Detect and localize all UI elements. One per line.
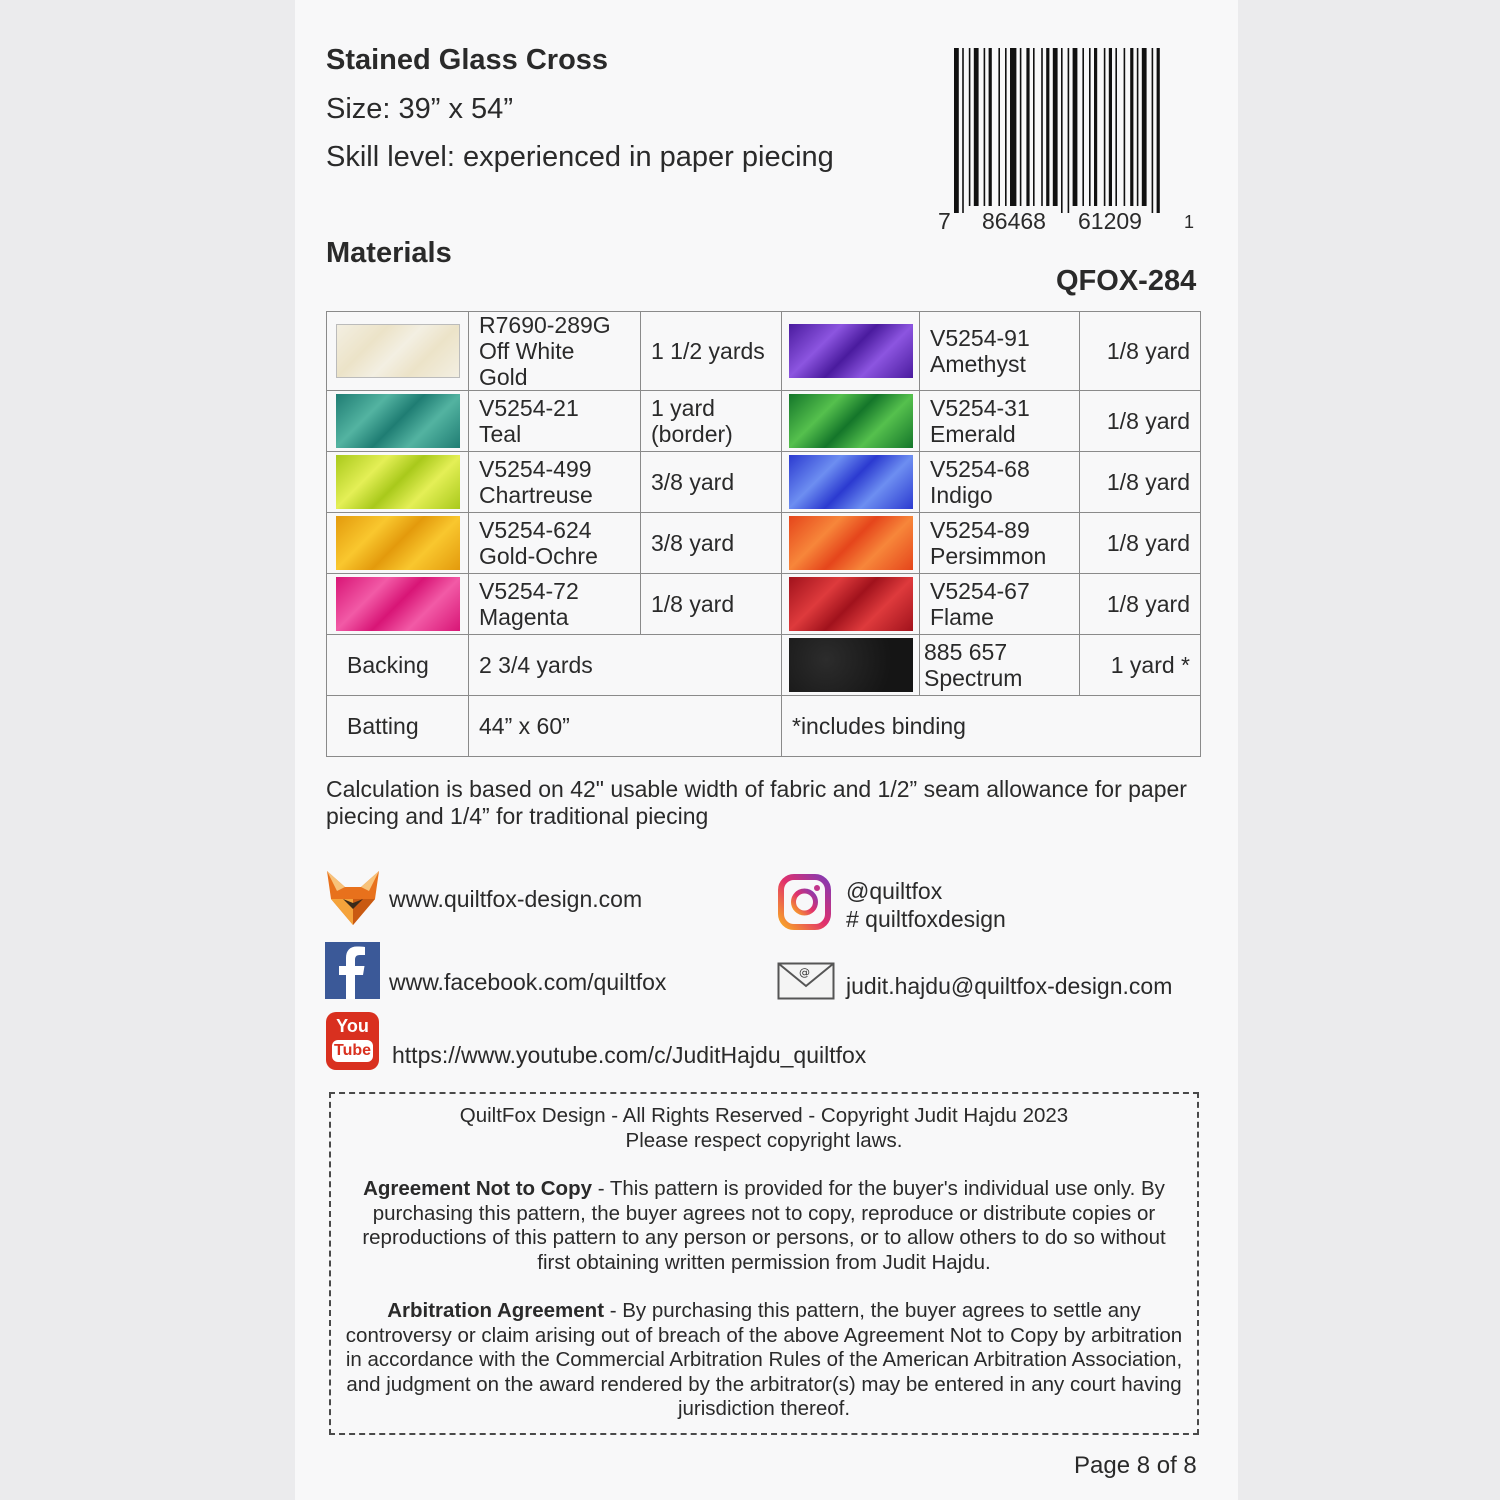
fabric-code-name xyxy=(920,635,1080,696)
fabric-code-name xyxy=(920,312,1080,391)
barcode-bar xyxy=(969,48,971,206)
materials-heading: Materials xyxy=(326,237,452,269)
calculation-note: Calculation is based on 42" usable width of fabric and 1/2” seam allowance for paper piecing and 1/4” for traditional piecing xyxy=(326,776,1187,829)
fabric-code: R7690-289G xyxy=(479,312,611,338)
fox-logo-icon xyxy=(325,869,381,932)
fabric-code-name xyxy=(469,312,641,391)
fabric-name: Amethyst xyxy=(930,351,1026,377)
fabric-amount: 1 yard * xyxy=(1080,635,1201,696)
page-number: Page 8 of 8 xyxy=(1074,1452,1197,1479)
table-row xyxy=(327,452,1201,513)
barcode-bar xyxy=(1124,48,1126,206)
fabric-swatch xyxy=(327,391,469,452)
fabric-code: V5254-72 xyxy=(479,578,579,604)
table-row xyxy=(327,312,1201,391)
fabric-swatch-image xyxy=(789,455,913,509)
barcode-bar xyxy=(1115,48,1117,206)
fabric-code: V5254-91 xyxy=(930,325,1030,351)
fabric-code-name xyxy=(469,391,641,452)
barcode-bar xyxy=(1152,48,1154,213)
binding-note: *includes binding xyxy=(782,696,1201,757)
fabric-code-name xyxy=(469,574,641,635)
fabric-swatch xyxy=(782,635,920,696)
fabric-amount: 1 1/2 yards xyxy=(641,312,782,391)
svg-text:@: @ xyxy=(799,966,810,979)
fabric-code: V5254-624 xyxy=(479,517,592,543)
fabric-swatch-image xyxy=(789,577,913,631)
agreement-text: - This pattern is provided for the buyer's individual use only. By purchasing this pattern, the buyer agrees not to copy, reproduce or distribute copies or reproductions of this pattern to any person or persons, or to allow others to do so without first obtaining written permission from Judit Hajdu. xyxy=(362,1177,1166,1274)
fabric-code-name xyxy=(920,513,1080,574)
backing-label: Backing xyxy=(327,635,469,696)
fabric-amount: 1/8 yard xyxy=(1080,452,1201,513)
fabric-code-name xyxy=(469,452,641,513)
facebook-icon[interactable] xyxy=(325,942,380,1004)
barcode-bar xyxy=(1068,48,1070,213)
barcode-bar xyxy=(984,48,986,206)
fabric-swatch xyxy=(782,391,920,452)
fabric-swatch xyxy=(782,574,920,635)
barcode-bar xyxy=(1033,48,1035,206)
fabric-name: Emerald xyxy=(930,421,1016,447)
barcode-bar xyxy=(1137,48,1139,206)
barcode-bar xyxy=(1104,48,1106,206)
fabric-name: Indigo xyxy=(930,482,993,508)
backing-value: 2 3/4 yards xyxy=(469,635,782,696)
fabric-name: Magenta xyxy=(479,604,569,630)
barcode-bar xyxy=(998,48,1000,206)
barcode-bar xyxy=(1010,48,1016,206)
barcode-digit-left: 7 xyxy=(938,208,951,234)
barcode-bar xyxy=(1130,48,1133,206)
fabric-name: Chartreuse xyxy=(479,482,593,508)
batting-value: 44” x 60” xyxy=(469,696,782,757)
barcode-bar xyxy=(1089,48,1091,206)
fabric-code: V5254-31 xyxy=(930,395,1030,421)
fabric-swatch xyxy=(327,452,469,513)
respect-copyright: Please respect copyright laws. xyxy=(625,1128,903,1152)
fabric-code-name xyxy=(469,513,641,574)
agreement-title: Agreement Not to Copy xyxy=(363,1177,593,1200)
pattern-title: Stained Glass Cross xyxy=(326,44,609,76)
email-link[interactable]: judit.hajdu@quiltfox-design.com xyxy=(846,973,1173,999)
fabric-code-name xyxy=(920,574,1080,635)
fabric-swatch-image xyxy=(789,324,913,378)
fabric-code: V5254-67 xyxy=(930,578,1030,604)
batting-label: Batting xyxy=(327,696,469,757)
fabric-code: 885 657 xyxy=(924,639,1008,665)
barcode xyxy=(938,48,1200,233)
barcode-bar xyxy=(1020,48,1022,206)
barcode-bar xyxy=(1026,48,1029,206)
fabric-amount: 3/8 yard xyxy=(641,452,782,513)
materials-table xyxy=(326,311,1201,757)
fabric-code: V5254-89 xyxy=(930,517,1030,543)
barcode-bar xyxy=(1046,48,1049,206)
fabric-name: Gold-Ochre xyxy=(479,543,598,569)
fabric-name: Spectrum xyxy=(924,665,1023,691)
instagram-icon[interactable] xyxy=(778,874,831,935)
facebook-link[interactable]: www.facebook.com/quiltfox xyxy=(389,969,667,995)
fabric-code-name xyxy=(920,452,1080,513)
barcode-bar xyxy=(1094,48,1097,206)
youtube-logo-you: You xyxy=(336,1016,369,1036)
table-row-batting xyxy=(327,696,1201,757)
table-row xyxy=(327,513,1201,574)
barcode-bar xyxy=(954,48,959,213)
barcode-bar xyxy=(1061,48,1063,213)
fabric-code: V5254-21 xyxy=(479,395,579,421)
website-link[interactable]: www.quiltfox-design.com xyxy=(389,886,643,912)
fabric-swatch-image xyxy=(336,455,460,509)
fabric-swatch xyxy=(782,452,920,513)
fabric-swatch xyxy=(782,513,920,574)
copyright-line: QuiltFox Design - All Rights Reserved - Copyright Judit Hajdu 2023 xyxy=(459,1104,1069,1127)
fabric-code: V5254-499 xyxy=(479,456,592,482)
youtube-link[interactable]: https://www.youtube.com/c/JuditHajdu_quiltfox xyxy=(392,1042,867,1068)
fabric-name: Flame xyxy=(930,604,994,630)
fabric-amount: 1/8 yard xyxy=(1080,312,1201,391)
fabric-name: Off White Gold xyxy=(479,338,575,390)
fabric-amount: 1/8 yard xyxy=(641,574,782,635)
youtube-icon[interactable] xyxy=(326,1012,379,1070)
barcode-bar xyxy=(1109,48,1112,206)
copyright-box xyxy=(329,1092,1199,1435)
fabric-code-name xyxy=(920,391,1080,452)
fabric-swatch xyxy=(782,312,920,391)
barcode-bar xyxy=(974,48,979,206)
fabric-amount: 3/8 yard xyxy=(641,513,782,574)
spectrum-swatch xyxy=(789,638,913,692)
barcode-bar xyxy=(1041,48,1043,206)
table-row xyxy=(327,574,1201,635)
barcode-group-1: 86468 xyxy=(982,208,1046,234)
fabric-swatch xyxy=(327,574,469,635)
fabric-amount: 1 yard (border) xyxy=(641,391,782,452)
barcode-digit-right: 1 xyxy=(1184,212,1195,232)
barcode-bar xyxy=(962,48,964,213)
barcode-bar xyxy=(1082,48,1084,206)
fabric-swatch-image xyxy=(336,516,460,570)
email-icon[interactable] xyxy=(777,962,835,1005)
fabric-amount: 1/8 yard xyxy=(1080,391,1201,452)
fabric-swatch-image xyxy=(336,394,460,448)
pattern-size: Size: 39” x 54” xyxy=(326,93,513,125)
barcode-bar xyxy=(989,48,992,206)
table-row xyxy=(327,391,1201,452)
barcode-bar xyxy=(1073,48,1078,206)
barcode-bars xyxy=(938,48,1200,213)
fabric-swatch-image xyxy=(789,394,913,448)
youtube-logo-tube: Tube xyxy=(332,1040,373,1062)
fabric-name: Teal xyxy=(479,421,522,447)
barcode-group-2: 61209 xyxy=(1078,208,1142,234)
fabric-code: V5254-68 xyxy=(930,456,1030,482)
pattern-code: QFOX-284 xyxy=(1056,265,1197,297)
fabric-swatch-image xyxy=(336,324,460,378)
instagram-handle[interactable]: @quiltfox xyxy=(846,878,943,904)
fabric-swatch xyxy=(327,312,469,391)
barcode-bar xyxy=(1053,48,1058,206)
barcode-bar xyxy=(1005,48,1007,206)
skill-level: Skill level: experienced in paper piecing xyxy=(326,141,834,173)
fabric-amount: 1/8 yard xyxy=(1080,574,1201,635)
barcode-bar xyxy=(1142,48,1147,206)
arbitration-text: - By purchasing this pattern, the buyer agrees to settle any controversy or claim arising out of breach of the above Agreement Not to Copy by arbitration in accordance with the Commercial Arbitration Rules of the American Arbitration Association, and judgment on the award rendered by the arbitrator(s) may be entered in any court having jurisdiction thereof. xyxy=(345,1299,1183,1420)
fabric-swatch-image xyxy=(336,577,460,631)
arbitration-title: Arbitration Agreement xyxy=(387,1299,605,1322)
fabric-swatch xyxy=(327,513,469,574)
fabric-swatch-image xyxy=(789,516,913,570)
instagram-hashtag: # quiltfoxdesign xyxy=(846,906,1006,932)
fabric-amount: 1/8 yard xyxy=(1080,513,1201,574)
barcode-bar xyxy=(1157,48,1160,213)
fabric-name: Persimmon xyxy=(930,543,1047,569)
table-row-backing xyxy=(327,635,1201,696)
